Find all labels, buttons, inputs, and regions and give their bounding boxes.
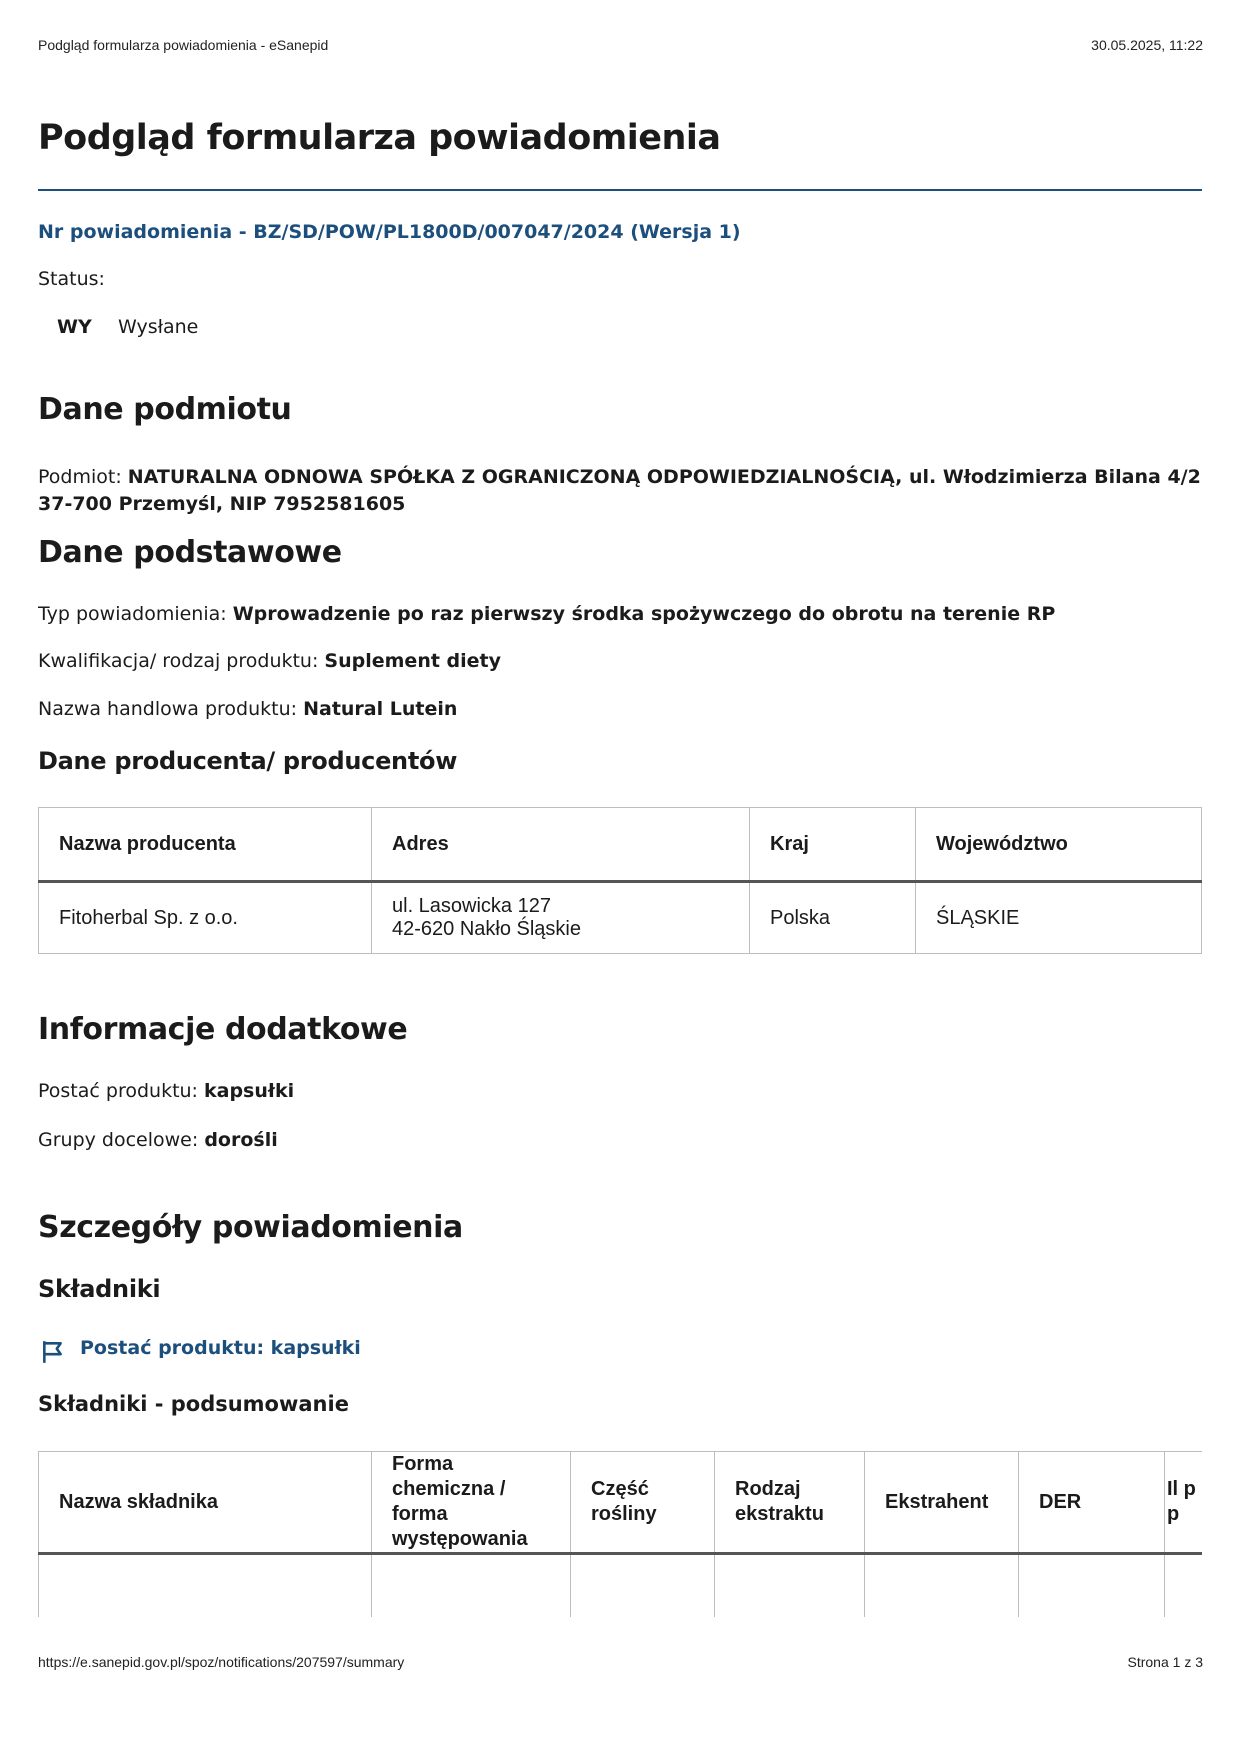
typ-label: Typ powiadomienia:: [38, 603, 233, 625]
print-footer-page: Strona 1 z 3: [1127, 1654, 1203, 1670]
print-footer: [38, 1654, 1203, 1670]
producenci-table: [38, 807, 1202, 954]
status-badge: WY: [57, 316, 92, 338]
grupy-value: dorośli: [204, 1129, 278, 1151]
postac-produktu-link[interactable]: Postać produktu: kapsułki: [80, 1337, 361, 1359]
skladniki-table: [38, 1451, 1202, 1617]
table-cell: [1165, 1554, 1203, 1618]
typ-line: [38, 603, 1055, 625]
notification-number: Nr powiadomienia - BZ/SD/POW/PL1800D/007047/2024 (Wersja 1): [38, 221, 741, 243]
column-header: Adres: [372, 808, 750, 882]
nazwa-handlowa-line: [38, 698, 457, 720]
section-dane-podmiotu: Dane podmiotu: [38, 392, 292, 427]
kwalifikacja-line: [38, 650, 501, 672]
section-skladniki-podsumowanie: Składniki - podsumowanie: [38, 1392, 349, 1416]
postac-label: Postać produktu:: [38, 1080, 204, 1102]
table-cell: [571, 1554, 715, 1618]
column-header: Il p p: [1165, 1452, 1203, 1554]
podmiot-label: Podmiot:: [38, 466, 128, 488]
podmiot-line: [38, 464, 1202, 518]
grupy-label: Grupy docelowe:: [38, 1129, 205, 1151]
table-cell: [865, 1554, 1019, 1618]
column-header: Forma chemiczna / forma występowania: [372, 1452, 571, 1554]
table-header-row: [39, 1452, 1203, 1554]
table-row: [39, 882, 1202, 954]
postac-line: [38, 1080, 294, 1102]
column-header: Województwo: [916, 808, 1202, 882]
table-cell: [715, 1554, 865, 1618]
table-row: [39, 1554, 1203, 1618]
print-header-title: Podgląd formularza powiadomienia - eSanepid: [38, 37, 329, 53]
print-header-datetime: 30.05.2025, 11:22: [1091, 37, 1203, 53]
producent-nazwa: Fitoherbal Sp. z o.o.: [39, 882, 372, 954]
nazwa-handlowa-label: Nazwa handlowa produktu:: [38, 698, 304, 720]
producent-adres: [372, 882, 750, 954]
section-dane-podstawowe: Dane podstawowe: [38, 535, 342, 570]
section-skladniki: Składniki: [38, 1275, 161, 1303]
table-cell: [39, 1554, 372, 1618]
producent-adres-line2: 42-620 Nakło Śląskie: [392, 918, 581, 940]
producent-wojewodztwo: ŚLĄSKIE: [916, 882, 1202, 954]
print-footer-url: https://e.sanepid.gov.pl/spoz/notifications/207597/summary: [38, 1654, 405, 1670]
kwalifikacja-label: Kwalifikacja/ rodzaj produktu:: [38, 650, 325, 672]
table-cell: [1019, 1554, 1165, 1618]
flag-icon: [40, 1339, 66, 1365]
nazwa-handlowa-value: Natural Lutein: [303, 698, 458, 720]
status-label: Status:: [38, 268, 105, 290]
column-header: Nazwa producenta: [39, 808, 372, 882]
column-header: Nazwa składnika: [39, 1452, 372, 1554]
podmiot-value: NATURALNA ODNOWA SPÓŁKA Z OGRANICZONĄ ODPOWIEDZIALNOŚCIĄ, ul. Włodzimierza Bilana 4/2 37-700 Przemyśl, NIP 7952581605: [38, 466, 1201, 515]
column-header: Rodzaj ekstraktu: [715, 1452, 865, 1554]
page-title: Podgląd formularza powiadomienia: [38, 118, 721, 158]
producent-adres-line1: ul. Lasowicka 127: [392, 895, 551, 917]
column-header: Kraj: [750, 808, 916, 882]
typ-value: Wprowadzenie po raz pierwszy środka spożywczego do obrotu na terenie RP: [232, 603, 1056, 625]
title-divider: [38, 189, 1202, 191]
table-cell: [372, 1554, 571, 1618]
section-producenci: Dane producenta/ producentów: [38, 747, 458, 775]
table-header-row: [39, 808, 1202, 882]
section-informacje-dodatkowe: Informacje dodatkowe: [38, 1012, 408, 1047]
column-header: Ekstrahent: [865, 1452, 1019, 1554]
column-header: Część rośliny: [571, 1452, 715, 1554]
section-szczegoly: Szczegóły powiadomienia: [38, 1210, 463, 1245]
column-header: DER: [1019, 1452, 1165, 1554]
status-text: Wysłane: [118, 316, 199, 338]
postac-value: kapsułki: [204, 1080, 295, 1102]
kwalifikacja-value: Suplement diety: [324, 650, 502, 672]
producent-kraj: Polska: [750, 882, 916, 954]
grupy-line: [38, 1129, 278, 1151]
